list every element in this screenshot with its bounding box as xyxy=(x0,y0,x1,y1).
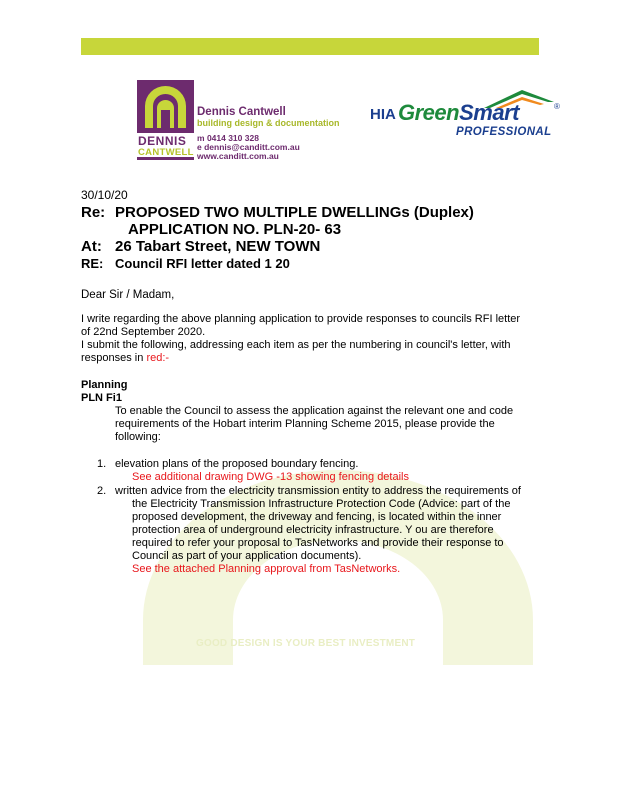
registered-mark: ® xyxy=(554,102,560,111)
re-line-1: PROPOSED TWO MULTIPLE DWELLINGs (Duplex) xyxy=(115,204,474,221)
intro-line2: requirements of the Hobart interim Planning Scheme 2015, please provide the xyxy=(115,418,495,430)
re-line-2: APPLICATION NO. PLN-20- 63 xyxy=(128,221,342,238)
intro-line3: following: xyxy=(115,431,161,443)
logo-text-dennis: DENNIS xyxy=(138,134,187,148)
item-text-line: required to refer your proposal to TasNetworks and provide their response to xyxy=(132,537,504,549)
at-value: 26 Tabart Street, NEW TOWN xyxy=(115,238,321,255)
salutation: Dear Sir / Madam, xyxy=(81,289,175,301)
professional-text: PROFESSIONAL xyxy=(456,126,552,138)
email-label: e xyxy=(197,142,202,152)
section-heading: Planning xyxy=(81,379,128,391)
re2-label: RE: xyxy=(81,256,104,271)
smart-word: Smart xyxy=(459,100,519,125)
item-response: See the attached Planning approval from TasNetworks. xyxy=(132,563,401,575)
para1-line2: of 22nd September 2020. xyxy=(81,326,206,338)
para1-line1: I write regarding the above planning application to provide responses to councils RFI letter xyxy=(81,313,521,325)
hia-greensmart-logo xyxy=(370,88,570,148)
para2-red-text: red:- xyxy=(146,352,170,364)
re-label: Re: xyxy=(81,204,106,221)
phone-label: m xyxy=(197,133,205,143)
item-text-line: protection area of underground electricity infrastructure. Y ou are therefore xyxy=(132,524,494,536)
item-heading: PLN Fi1 xyxy=(81,392,122,404)
company-name: Dennis Cantwell xyxy=(197,106,286,118)
green-word: Green xyxy=(398,100,460,125)
item-text-line: elevation plans of the proposed boundary fencing. xyxy=(115,458,359,470)
para2-line1: I submit the following, addressing each item as per the numbering in council's letter, with xyxy=(81,339,511,351)
item-number: 2. xyxy=(97,485,107,497)
header-color-bar xyxy=(81,38,539,55)
logo-text-cantwell: CANTWELL xyxy=(138,147,194,158)
arch-logo-icon xyxy=(141,84,190,130)
para2-line2 xyxy=(81,352,169,365)
company-website: www.canditt.com.au xyxy=(197,151,279,161)
email-value: dennis@canditt.com.au xyxy=(204,142,300,152)
hia-text: HIA xyxy=(370,106,396,123)
intro-line1: To enable the Council to assess the application against the relevant one and code xyxy=(115,405,514,417)
letter-date: 30/10/20 xyxy=(81,188,128,202)
item-number: 1. xyxy=(97,458,107,470)
watermark-slogan: GOOD DESIGN IS YOUR BEST INVESTMENT xyxy=(196,638,416,649)
re2-value: Council RFI letter dated 1 20 xyxy=(115,256,290,271)
greensmart-text xyxy=(398,100,519,126)
phone-value: 0414 310 328 xyxy=(206,133,259,143)
company-tagline: building design & documentation xyxy=(197,118,340,128)
at-label: At: xyxy=(81,238,102,255)
item-text-line: proposed development, the driveway and fencing, is located within the inner xyxy=(132,511,502,523)
item-text-line: written advice from the electricity transmission entity to address the requirements of xyxy=(115,485,521,497)
item-text-line: the Electricity Transmission Infrastructure Protection Code (Advice: part of the xyxy=(132,498,511,510)
item-text-line: Council as part of your application documents). xyxy=(132,550,362,562)
para2-line2-text: responses in xyxy=(81,352,147,364)
item-response: See additional drawing DWG -13 showing fencing details xyxy=(132,471,409,483)
